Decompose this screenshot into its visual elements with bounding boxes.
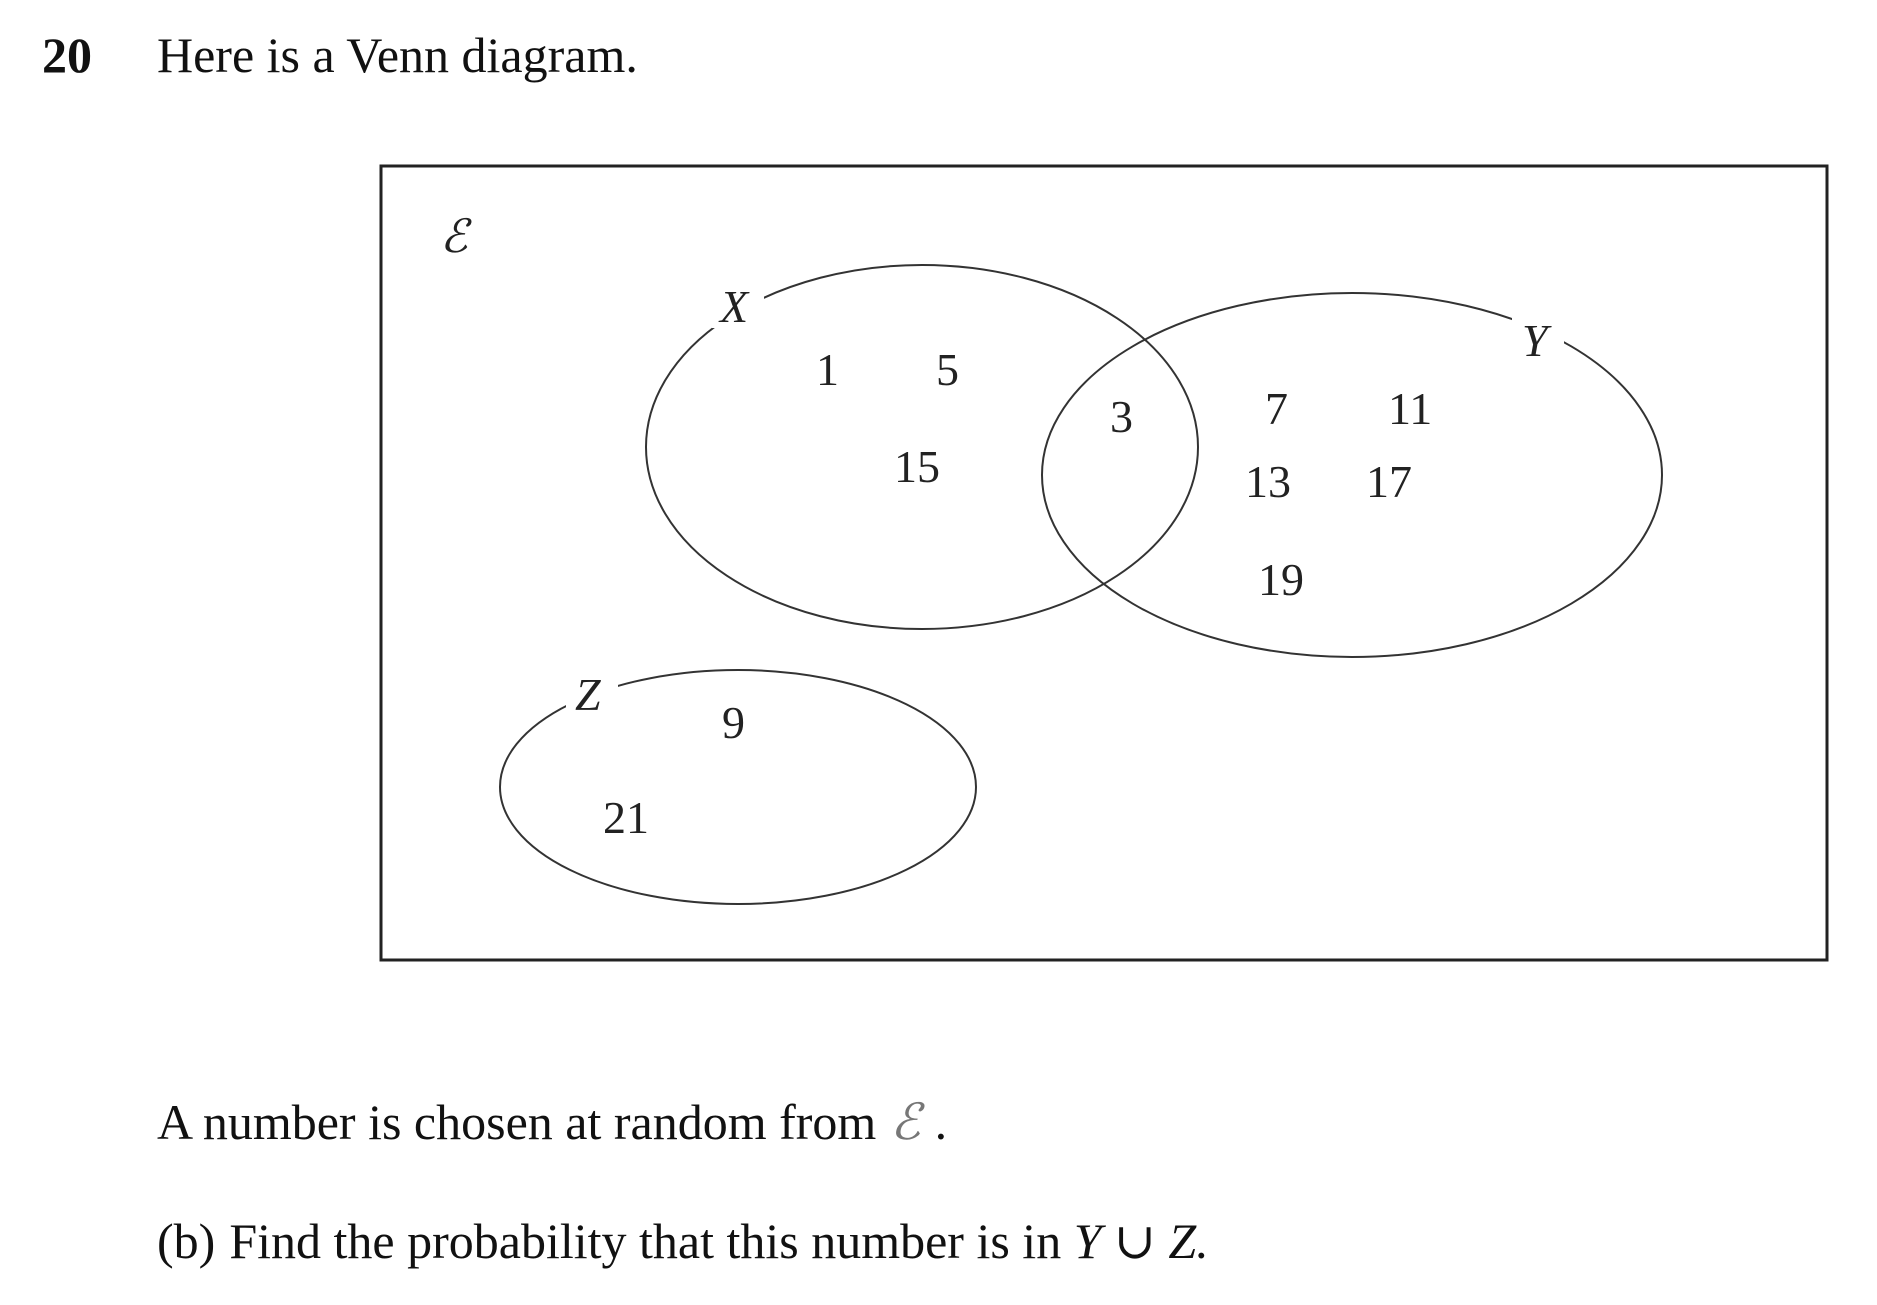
part-b-text: Find the probability that this number is in bbox=[229, 1213, 1062, 1269]
element-y-19: 19 bbox=[1258, 554, 1304, 605]
question-intro: Here is a Venn diagram. bbox=[157, 27, 638, 83]
part-b-set-z: Z. bbox=[1168, 1213, 1209, 1269]
union-symbol: ∪ bbox=[1114, 1213, 1156, 1269]
set-x-label: X bbox=[720, 281, 749, 332]
element-z-9: 9 bbox=[722, 697, 745, 748]
set-z-label: Z bbox=[575, 669, 601, 720]
random-choice-suffix: . bbox=[934, 1094, 948, 1150]
random-choice-sentence bbox=[157, 1094, 948, 1150]
universal-set-symbol: ℰ bbox=[440, 211, 468, 262]
element-y-11: 11 bbox=[1388, 383, 1433, 434]
question-number: 20 bbox=[42, 27, 92, 83]
part-b-question bbox=[157, 1213, 1209, 1269]
universal-set-symbol-inline: ℰ bbox=[890, 1094, 921, 1150]
element-x-15: 15 bbox=[894, 441, 940, 492]
element-x-5: 5 bbox=[936, 344, 959, 395]
part-b-label: (b) bbox=[157, 1213, 216, 1269]
random-choice-prefix: A number is chosen at random from bbox=[157, 1094, 877, 1150]
set-y-circle bbox=[1042, 293, 1662, 657]
part-b-set-y: Y bbox=[1073, 1213, 1102, 1269]
element-z-21: 21 bbox=[603, 792, 649, 843]
element-x-1: 1 bbox=[816, 344, 839, 395]
universal-set-box bbox=[381, 166, 1827, 960]
element-y-17: 17 bbox=[1366, 456, 1412, 507]
element-y-7: 7 bbox=[1265, 383, 1288, 434]
element-y-13: 13 bbox=[1245, 456, 1291, 507]
set-y-label: Y bbox=[1522, 315, 1548, 366]
element-xy-3: 3 bbox=[1110, 391, 1133, 442]
